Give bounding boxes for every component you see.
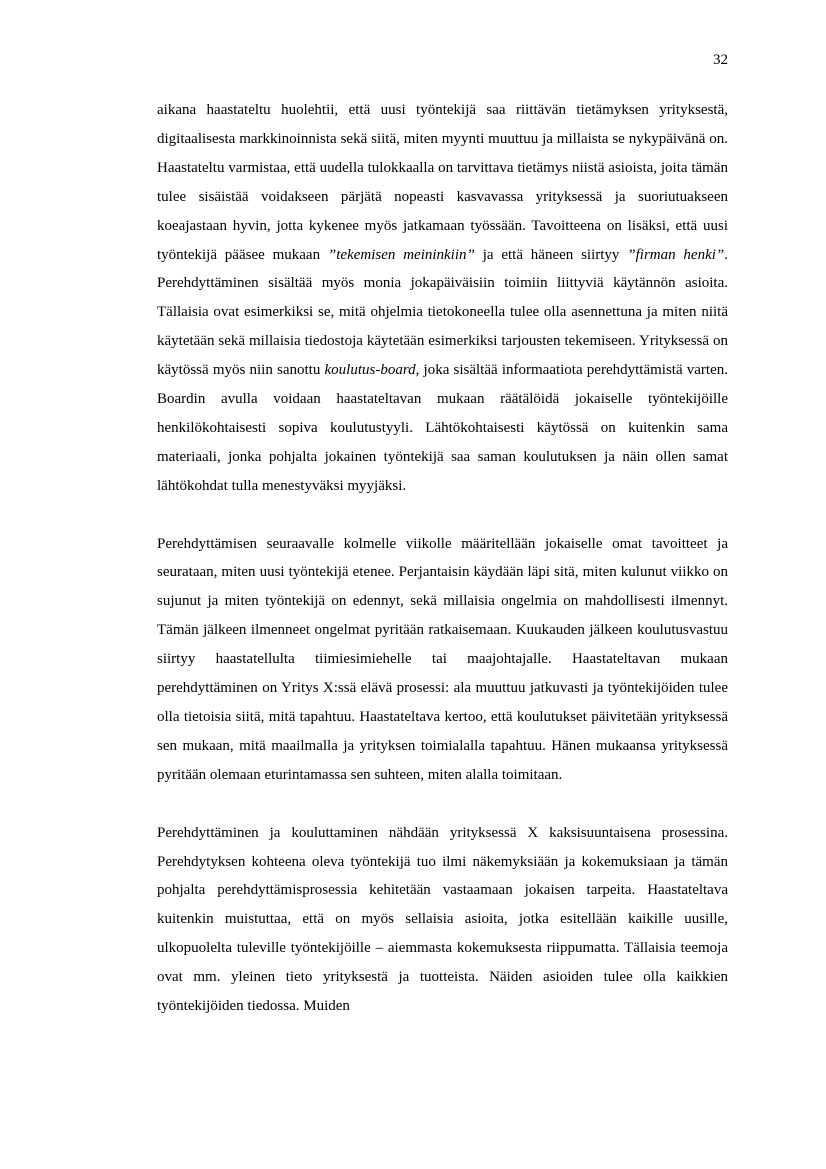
paragraph <box>157 96 728 501</box>
text-run: . Perehdyttäminen sisältää myös monia jokapäiväisiin toimiin liittyviä käytännön asioita. Tällaisia ovat esimerkiksi se, mitä ohjelmia tietokoneella tulee olla asennettuna ja miten niitä käytetään sekä millaisia tiedostoja käytetään esimerkiksi tarjousten tekemiseen. Yrityksessä on käytössä myös niin sanottu <box>157 246 729 379</box>
paragraph <box>157 819 728 1021</box>
text-run: , joka sisältää informaatiota perehdyttämistä varten. Boardin avulla voidaan haastateltavan mukaan räätälöidä jokaiselle työntekijöille henkilökohtaisesti sopiva koulutustyyli. Lähtökohtaisesti käytössä on kuitenkin sama materiaali, jonka pohjalta jokainen työntekijä saa saman koulutuksen ja näin ollen samat lähtökohdat tulla menestyväksi myyjäksi. <box>157 362 728 494</box>
italic-text: ”tekemisen meininkiin” <box>327 246 475 263</box>
body-text <box>157 96 728 1050</box>
text-run: Perehdyttämisen seuraavalle kolmelle viikolle määritellään jokaiselle omat tavoitteet ja seurataan, miten uusi työntekijä etenee. Perjantaisin käydään läpi sitä, miten kulunut viikko on sujunut ja miten työntekijä on edennyt, sekä millaisia ongelmia on mahdollisesti ilmennyt. Tämän jälkeen ilmenneet ongelmat pyritään ratkaisemaan. Kuukauden jälkeen koulutusvastuu siirtyy haastatellulta tiimiesimiehelle tai maajohtajalle. Haastateltavan mukaan perehdyttäminen on Yritys X:ssä elävä prosessi: ala muuttuu jatkuvasti ja työntekijöiden tulee olla tietoisia siitä, mitä tapahtuu. Haastateltava kertoo, että koulutukset päivitetään yrityksessä sen mukaan, mitä maailmalla ja yrityksen toimialalla tapahtuu. Hänen mukaansa yrityksessä pyritään olemaan eturintamassa sen suhteen, miten alalla toimitaan. <box>157 535 728 783</box>
paragraph <box>157 530 728 790</box>
text-run: ja että häneen siirtyy <box>474 246 628 263</box>
italic-text: koulutus-board <box>324 362 416 379</box>
text-run: Perehdyttäminen ja kouluttaminen nähdään yrityksessä X kaksisuuntaisena prosessina. Perehdytyksen kohteena oleva työntekijä tuo ilmi näkemyksiään ja kokemuksiaan ja tämän pohjalta perehdyttämisprosessia kehitetään vastaamaan jokaisen tarpeita. Haastateltava kuitenkin muistuttaa, että on myös sellaisia asioita, jotka esitellään kaikille uusille, ulkopuolelta tuleville työntekijöille – aiemmasta kokemuksesta riippumatta. Tällaisia teemoja ovat mm. yleinen tieto yrityksestä ja tuotteista. Näiden asioiden tulee olla kaikkien työntekijöiden tiedossa. Muiden <box>157 824 728 1015</box>
italic-text: ”firman henki” <box>627 246 725 263</box>
page-number: 32 <box>713 52 728 68</box>
text-run: aikana haastateltu huolehtii, että uusi työntekijä saa riittävän tietämyksen yrityksestä, digitaalisesta markkinoinnista sekä siitä, miten myynti muuttuu ja millaista se nykypäivänä on. Haastateltu varmistaa, että uudella tulokkaalla on tarvittava tietämys niistä asioista, joita tämän tulee sisäistää voidakseen pärjätä nopeasti kasvavassa yrityksessä ja suoriutuakseen koeajastaan hyvin, jotta kykenee myös jatkamaan työssään. Tavoitteena on lisäksi, että uusi työntekijä pääsee mukaan <box>157 102 728 263</box>
